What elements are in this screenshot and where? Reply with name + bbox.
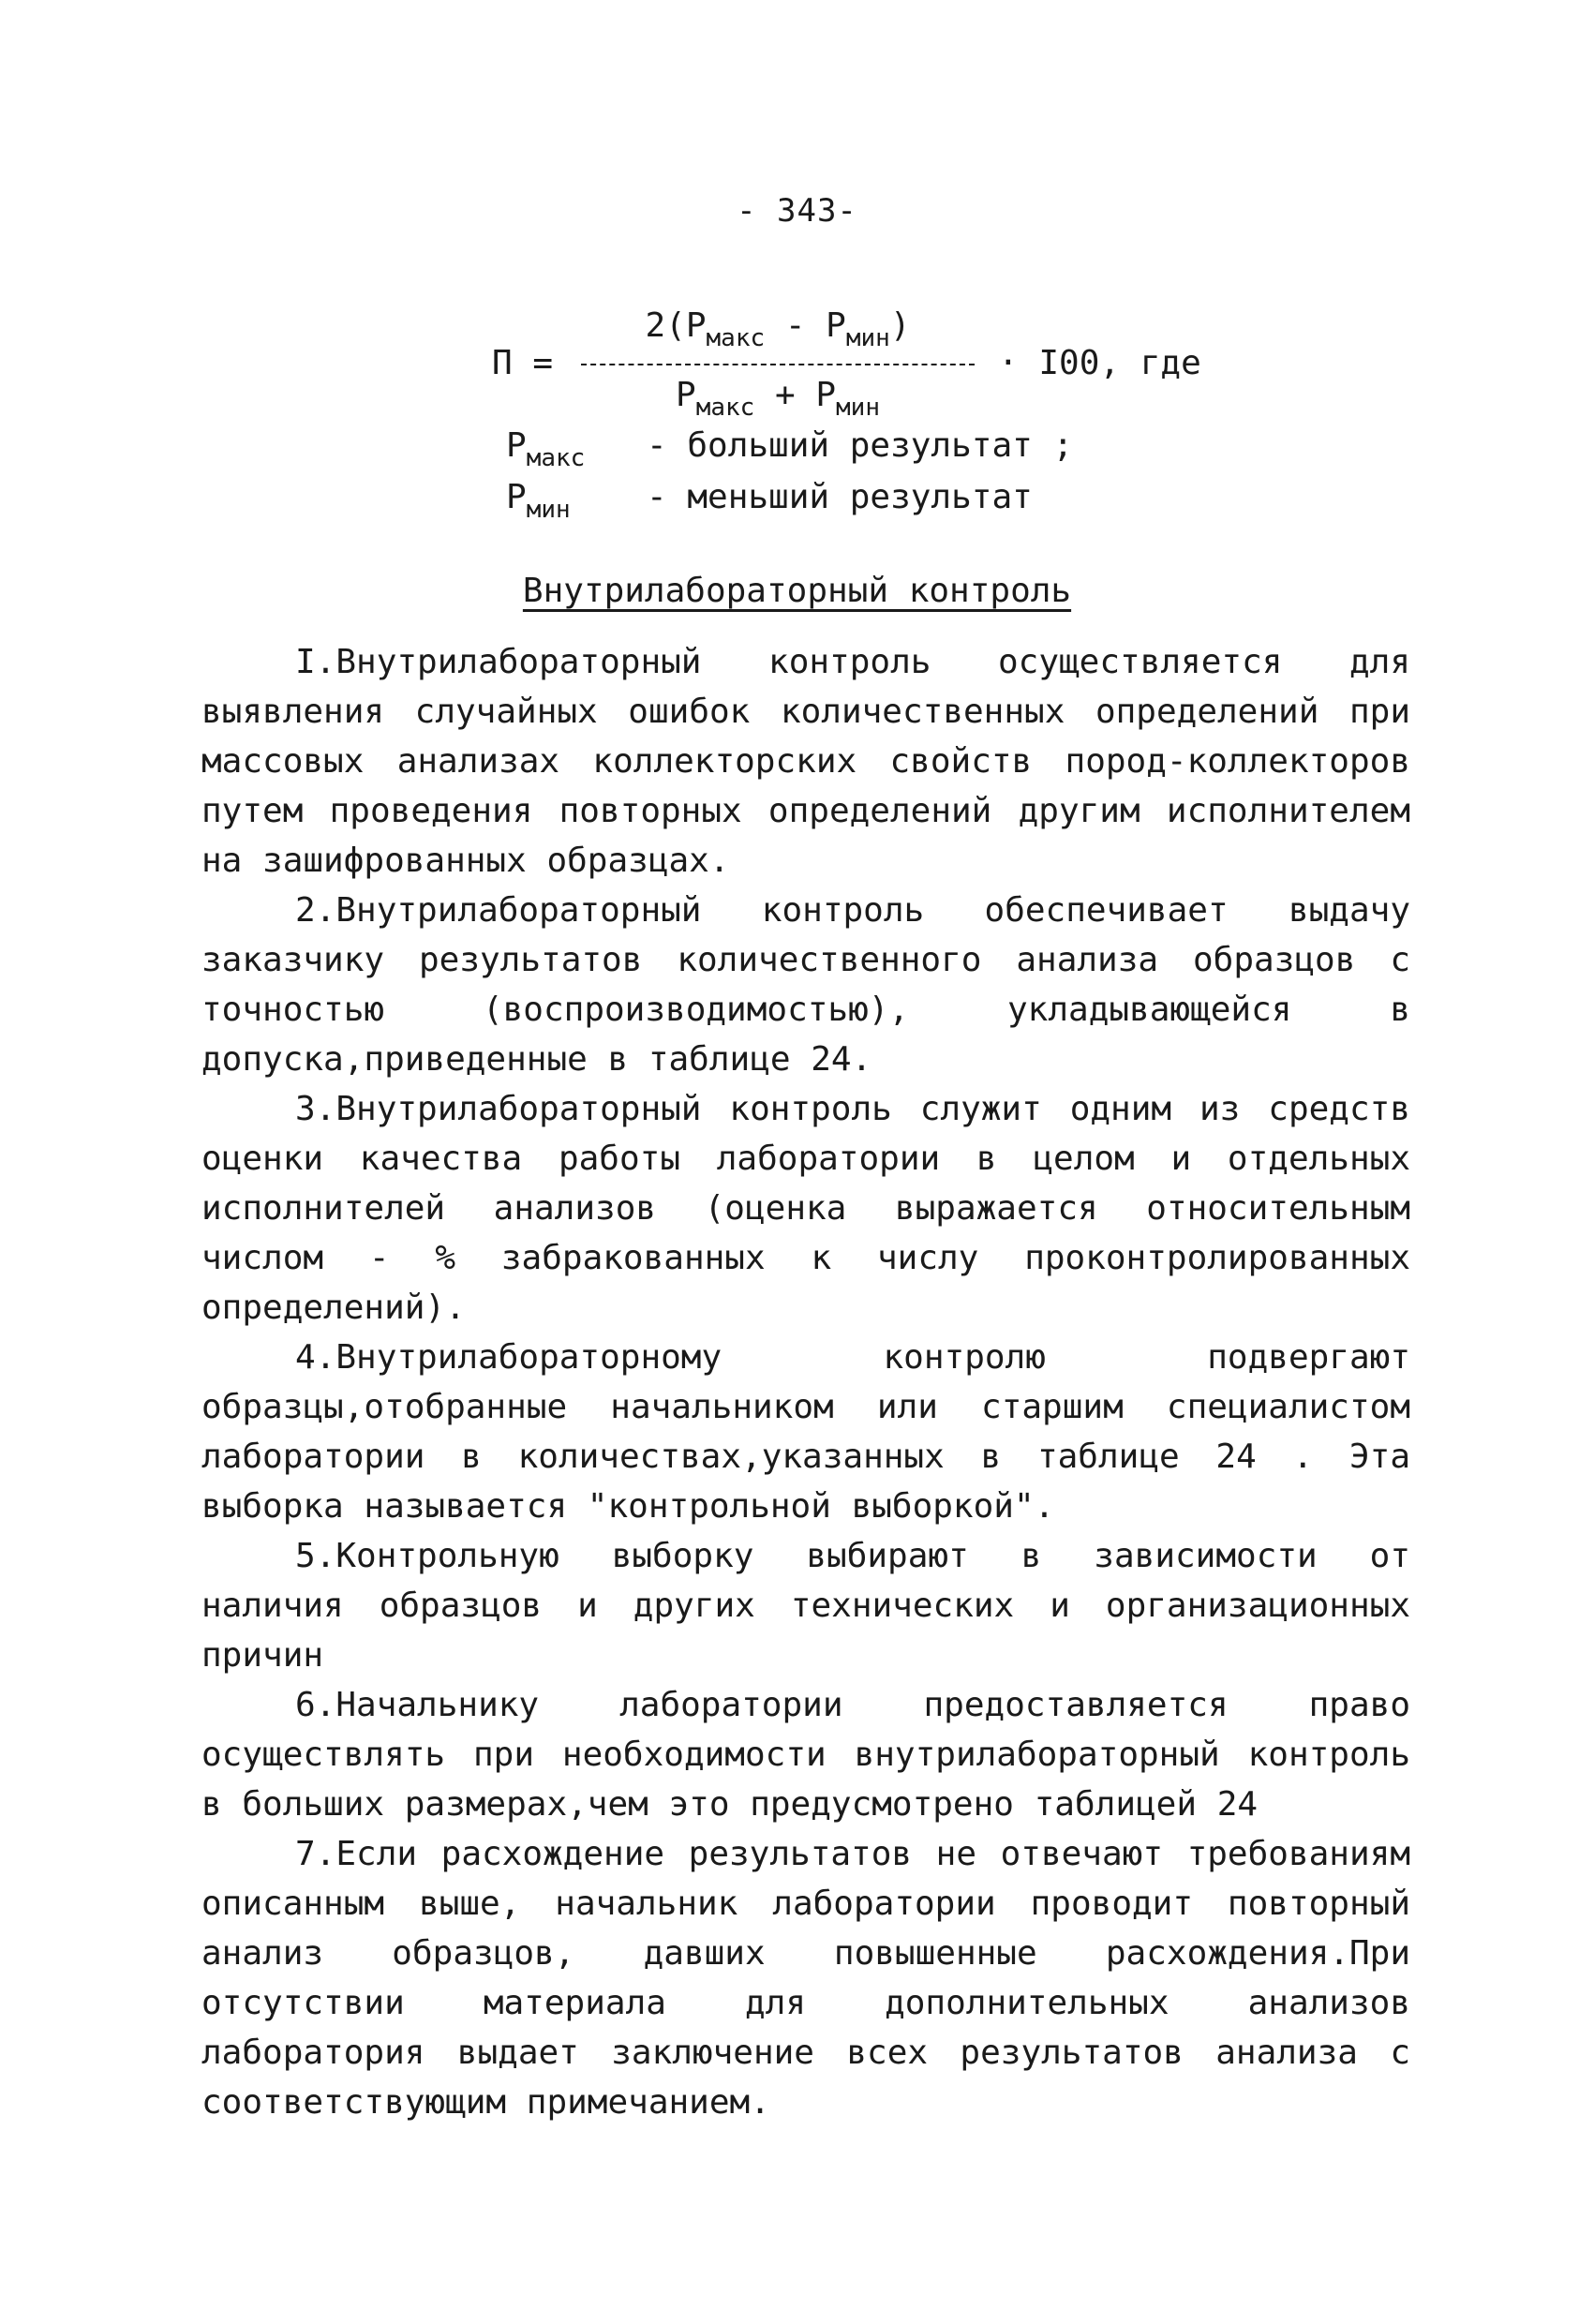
paragraph-1: I.Внутрилабораторный контроль осуществляется для выявления случайных ошибок количественных определений при массовых анализах коллекторских свойств пород-коллекторов путем проведения повторных определений другим исполнителем на зашифрованных образцах. (201, 643, 1410, 880)
denominator-part: + P (754, 376, 837, 414)
section-title: Внутрилабораторный контроль (522, 572, 1072, 610)
formula-rhs: · I00, где (998, 344, 1201, 382)
definition-symbol (506, 426, 647, 472)
definition-min (506, 478, 1033, 524)
denominator-subscript-min: мин (836, 394, 880, 422)
definition-symbol (506, 478, 647, 524)
denominator-subscript-max: макс (695, 394, 755, 422)
formula-numerator (581, 306, 975, 352)
paragraph-6: 6.Начальнику лаборатории предоставляется право осуществлять при необходимости внутрилабораторный контроль в больших размерах,чем это предусмотрено таблицей 24 (201, 1686, 1410, 1824)
paragraph-4: 4.Внутрилабораторному контролю подвергают образцы,отобранные начальником или старшим специалистом лаборатории в количествах,указанных в таблице 24 . Эта выборка называется "контрольной выборкой". (201, 1338, 1410, 1526)
definition-text: - больший результат ; (647, 426, 1074, 465)
page-number: - 343- (737, 192, 857, 230)
definition-subscript: макс (526, 444, 586, 472)
definition-max (506, 426, 1073, 472)
paragraph-2: 2.Внутрилабораторный контроль обеспечивает выдачу заказчику результатов количественного анализа образцов с точностью (воспроизводимостью), укладывающейся в допуска,приведенные в таблице 24. (201, 891, 1410, 1079)
definition-text: - меньший результат (647, 478, 1033, 516)
fraction-bar (581, 364, 975, 365)
denominator-part: P (676, 376, 696, 414)
paragraph-5: 5.Контрольную выборку выбирают в зависимости от наличия образцов и других технических и организационных причин (201, 1537, 1410, 1675)
numerator-subscript-max: макс (706, 324, 766, 352)
formula-denominator (581, 376, 975, 422)
numerator-part: ) (889, 306, 911, 345)
paragraph-7: 7.Если расхождение результатов не отвечают требованиям описанным выше, начальник лаборатории проводит повторный анализ образцов, давших повышенные расхождения.При отсутствии материала для дополнительных анализов лаборатория выдает заключение всех результатов анализа с соответствующим примечанием. (201, 1835, 1410, 2122)
body-text (201, 637, 1410, 2127)
formula-lhs: П = (492, 344, 554, 382)
numerator-part: - P (765, 306, 846, 345)
paragraph-3: 3.Внутрилабораторный контроль служит одним из средств оценки качества работы лаборатории в целом и отдельных исполнителей анализов (оценка выражается относительным числом - % забракованных к числу проконтролированных определений). (201, 1090, 1410, 1327)
definition-subscript: мин (526, 496, 571, 524)
numerator-subscript-min: мин (845, 324, 890, 352)
numerator-part: 2(P (645, 306, 707, 345)
definition-p: P (506, 478, 527, 516)
definition-p: P (506, 426, 527, 465)
